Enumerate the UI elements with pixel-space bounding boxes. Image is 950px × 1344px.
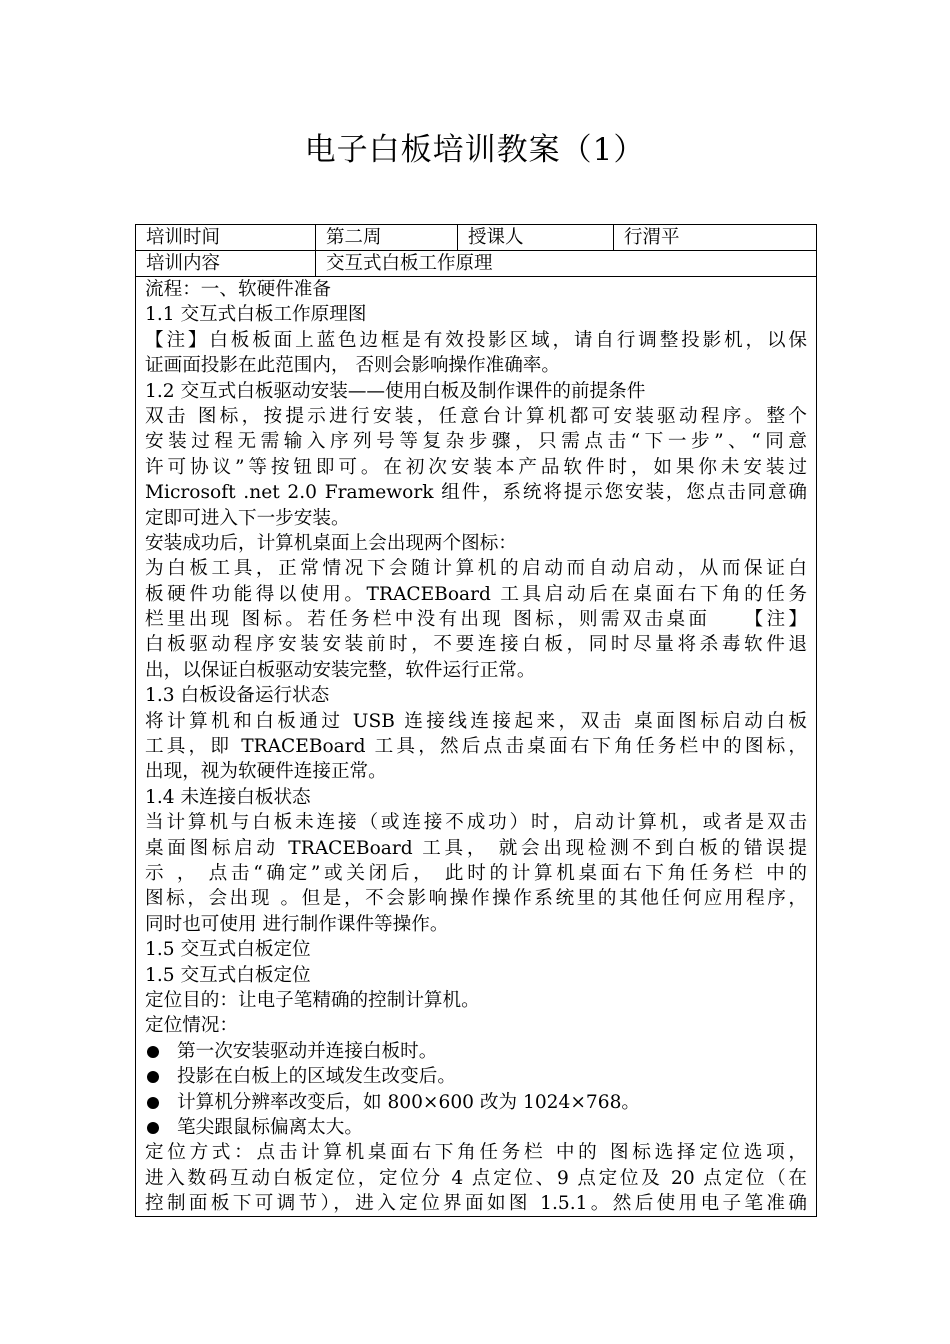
body-line: 白板驱动程序安装安装前时，不要连接白板，同时尽量将杀毒软件退	[145, 634, 807, 656]
bullet-dot-icon	[147, 1122, 159, 1134]
lesson-body-text	[145, 277, 807, 1039]
training-time-label: 培训时间	[136, 225, 316, 251]
body-line: 当计算机与白板未连接（或连接不成功）时，启动计算机，或者是双击	[145, 812, 807, 834]
body-line: 图标，会出现 。但是，不会影响操作操作系统里的其他任何应用程序，	[145, 888, 807, 910]
lesson-body-tail	[145, 1140, 807, 1216]
body-line: 定位目的：让电子笔精确的控制计算机。	[145, 989, 480, 1011]
body-line: 双击 图标，按提示进行安装，任意台计算机都可安装驱动程序。整个	[145, 405, 807, 427]
body-line: 证画面投影在此范围内， 否则会影响操作准确率。	[145, 355, 560, 377]
body-line: 安装过程无需输入序列号等复杂步骤，只需点击“下一步”、“同意	[145, 431, 807, 453]
body-line: Microsoft .net 2.0 Framework 组件，系统将提示您安装，您点击同意确	[145, 482, 807, 504]
bullet-dot-icon	[147, 1071, 159, 1083]
list-item-text: 第一次安装驱动并连接白板时。	[177, 1040, 438, 1062]
body-line: 1.4 未连接白板状态	[145, 786, 311, 808]
body-line: 进入数码互动白板定位，定位分 4 点定位、9 点定位及 20 点定位（在	[145, 1167, 807, 1189]
lesson-plan-table	[135, 224, 817, 1217]
table-row	[136, 277, 817, 1217]
body-line: 板硬件功能得以使用。TRACEBoard 工具启动后在桌面右下角的任务	[145, 583, 807, 605]
body-line: 1.2 交互式白板驱动安装——使用白板及制作课件的前提条件	[145, 380, 646, 402]
body-line: 定位情况：	[145, 1015, 238, 1037]
bullet-dot-icon	[147, 1046, 159, 1058]
body-line: 为白板工具，正常情况下会随计算机的启动而自动启动，从而保证白	[145, 558, 807, 580]
body-line: 1.3 白板设备运行状态	[145, 685, 330, 707]
body-line: 许可协议”等按钮即可。在初次安装本产品软件时，如果你未安装过	[145, 456, 807, 478]
body-line: 同时也可使用 进行制作课件等操作。	[145, 913, 449, 935]
body-line: 示 ， 点击“确定”或关闭后， 此时的计算机桌面右下角任务栏 中的	[145, 862, 807, 884]
list-item	[145, 1064, 807, 1089]
body-line: 工具，即 TRACEBoard 工具，然后点击桌面右下角任务栏中的图标，	[145, 736, 807, 758]
body-line: 1.5 交互式白板定位	[145, 939, 311, 961]
list-item-text: 投影在白板上的区域发生改变后。	[177, 1066, 456, 1088]
table-row	[136, 225, 817, 251]
teacher-value: 行渭平	[614, 225, 817, 251]
lesson-body	[136, 277, 817, 1217]
page-title: 电子白板培训教案（1）	[304, 132, 646, 168]
body-line: 安装成功后，计算机桌面上会出现两个图标：	[145, 532, 517, 554]
list-item	[145, 1090, 807, 1115]
situation-list	[145, 1039, 807, 1141]
list-item-text: 笔尖跟鼠标偏离太大。	[177, 1116, 363, 1138]
table-row	[136, 251, 817, 277]
body-line: 将计算机和白板通过 USB 连接线连接起来，双击 桌面图标启动白板	[145, 710, 807, 732]
body-line: 1.5 交互式白板定位	[145, 964, 311, 986]
body-line: 桌面图标启动 TRACEBoard 工具， 就会出现检测不到白板的错误提	[145, 837, 807, 859]
body-line: 流程：一、软硬件准备	[145, 279, 331, 300]
list-item	[145, 1039, 807, 1064]
body-line: 【注】白板板面上蓝色边框是有效投影区域，请自行调整投影机，以保	[145, 329, 807, 351]
list-item-text: 计算机分辨率改变后，如 800×600 改为 1024×768。	[177, 1091, 640, 1113]
body-line: 出，以保证白板驱动安装完整，软件运行正常。	[145, 659, 536, 681]
training-content-value: 交互式白板工作原理	[316, 251, 817, 277]
body-line: 1.1 交互式白板工作原理图	[145, 304, 367, 326]
bullet-dot-icon	[147, 1097, 159, 1109]
teacher-label: 授课人	[458, 225, 614, 251]
body-line: 出现，视为软硬件连接正常。	[145, 761, 387, 783]
training-time-value: 第二周	[316, 225, 458, 251]
body-line: 定即可进入下一步安装。	[145, 507, 350, 529]
body-line: 定位方式：点击计算机桌面右下角任务栏 中的 图标选择定位选项，	[145, 1142, 807, 1164]
training-content-label: 培训内容	[136, 251, 316, 277]
body-line: 控制面板下可调节），进入定位界面如图 1.5.1。然后使用电子笔准确	[145, 1193, 807, 1215]
body-line: 栏里出现 图标。若任务栏中没有出现 图标，则需双击桌面 【注】	[145, 609, 807, 631]
list-item	[145, 1115, 807, 1140]
